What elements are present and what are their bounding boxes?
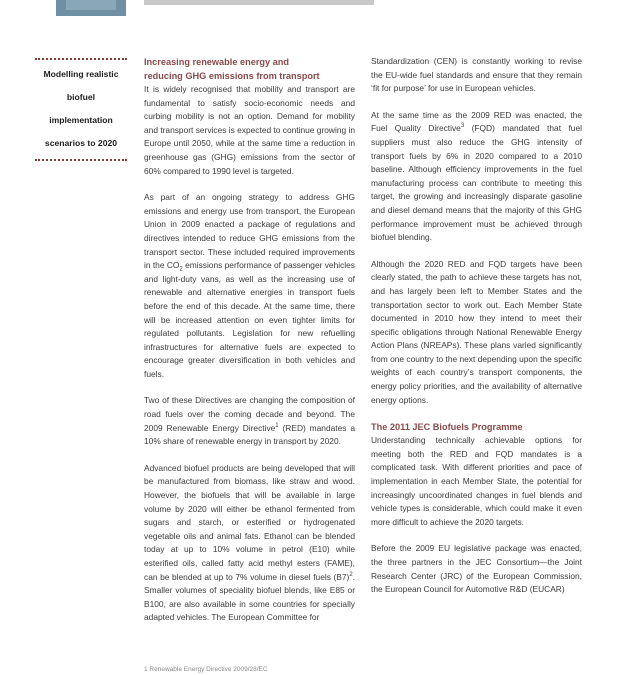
sidebar-line-2: biofuel implementation bbox=[49, 92, 113, 125]
paragraph-text-part: emissions performance of passenger vehicles and light-duty vans, as well as the increasing use of renewable and alternative energies in transport fuels before the end of this decade. At the same time, there will be increased attention on even tighter limits for regulated pollutants. Legislation for new refuelling infrastructures for alternative fuels are expected to encourage greater diversification in both vehicles and fuels. bbox=[144, 260, 355, 379]
paragraph-text-part: At the same time as the 2009 RED was enacted, the Fuel Quality Directive bbox=[371, 109, 582, 134]
text-column-left bbox=[144, 55, 355, 638]
sidebar-section-label bbox=[35, 58, 127, 161]
paragraph-fqd bbox=[371, 109, 582, 245]
footnote: 1 Renewable Energy Directive 2009/28/EC bbox=[144, 666, 268, 673]
header-tab-inner bbox=[66, 0, 116, 10]
paragraph-directives bbox=[144, 394, 355, 448]
paragraph-text-part: . Smaller volumes of speciality biofuel blends, like E85 or B100, are also available in some countries for specially adapted vehicles. The European Committee for bbox=[144, 571, 355, 623]
footnote-ref-3: 3 bbox=[460, 123, 465, 130]
paragraph-before-2009: Before the 2009 EU legislative package was enacted, the three partners in the JEC Consortium—the Joint Research Center (JRC) of the European Commission, the European Council for Automotive R&D (EUCAR) bbox=[371, 543, 582, 595]
footnote-ref-2: 2 bbox=[349, 571, 353, 578]
paragraph-cen: Standardization (CEN) is constantly working to revise the EU-wide fuel standards and ensure that they remain ‘fit for purpose’ for use in European vehicles. bbox=[371, 56, 582, 94]
paragraph-mobility: It is widely recognised that mobility and transport are fundamental to satisfy socio-economic needs and curbing mobility is not an option. Demand for mobility and transport services is expected to continue growing in Europe until 2050, while at the same time a reduction in greenhouse gas (GHG) emissions from the sector of 60% compared to 1990 level is targeted. bbox=[144, 84, 355, 176]
paragraph-understanding: Understanding technically achievable options for meeting both the RED and FQD mandates is a complicated task. With different priorities and pace of implementation in each Member State, the potential for increasingly uncoordinated changes in fuel blends and vehicle types is considerable, which could make it even more difficult to achieve the 2020 targets. bbox=[371, 435, 582, 527]
paragraph-advanced-biofuel bbox=[144, 462, 355, 625]
footnote-ref-1: 1 bbox=[275, 422, 279, 429]
sidebar-bottom-divider bbox=[35, 159, 127, 161]
paragraph-text-part: As part of an ongoing strategy to address GHG emissions and energy use from transport, the European Union in 2009 enacted a package of regulations and directives intended to reduce GHG emissions from the transport sector. These included required improvements in the CO bbox=[144, 192, 355, 271]
header-title-strip bbox=[144, 0, 374, 5]
sidebar-line-3: scenarios to 2020 bbox=[44, 138, 118, 148]
heading-line-1: Increasing renewable energy and bbox=[144, 57, 290, 67]
co2-subscript: 2 bbox=[179, 266, 183, 273]
section-heading-renewable bbox=[144, 55, 355, 83]
paragraph-text-part: (RED) mandates a 10% share of renewable energy in transport by 2020. bbox=[144, 422, 355, 447]
paragraph-text-part: Two of these Directives are changing the composition of road fuels over the coming decade and beyond. The 2009 Renewable Energy Directive bbox=[144, 395, 355, 433]
section-heading-jec: The 2011 JEC Biofuels Programme bbox=[371, 422, 523, 433]
paragraph-text-part: (FQD) mandated that fuel suppliers must also reduce the GHG intensity of transport fuels by 6% in 2020 compared to a 2010 baseline. Although efficiency improvements in the fuel manufacturing process can contribute to meeting this target, the growing and increasingly disparate gasoline and diesel demand means that the majority of this GHG performance improvement must be achieved through biofuel blending. bbox=[371, 123, 582, 243]
header-tab-graphic bbox=[56, 0, 126, 16]
text-column-right bbox=[371, 55, 582, 610]
paragraph-targets: Although the 2020 RED and FQD targets have been clearly stated, the path to achieve these targets has not, and has largely been left to Member States and the transportation sector to work out. Each Member State documented in 2010 how they intend to meet their specific obligations through National Renewable Energy Action Plans (NREAPs). These plans varied significantly from one country to the next depending upon the specific weights of each country’s transport components, the energy policy priorities, and the availability of alternative energy options. bbox=[371, 258, 582, 405]
heading-line-2: reducing GHG emissions from transport bbox=[144, 71, 320, 81]
sidebar-line-1: Modelling realistic bbox=[43, 69, 119, 79]
paragraph-text-part: Advanced biofuel products are being developed that will be manufactured from biomass, like straw and wood. However, the biofuels that will be available in large volume by 2020 will either be ethanol fermented from sugars and starch, or esterified or hydrogenated vegetable oils and animal fats. Ethanol can be blended today at up to 10% volume in petrol (E10) while esterified oils, called fatty acid methyl esters (FAME), can be blended at up to 7% volume in diesel fuels (B7) bbox=[144, 462, 355, 582]
paragraph-ongoing-strategy bbox=[144, 191, 355, 381]
sidebar-title bbox=[35, 60, 127, 159]
